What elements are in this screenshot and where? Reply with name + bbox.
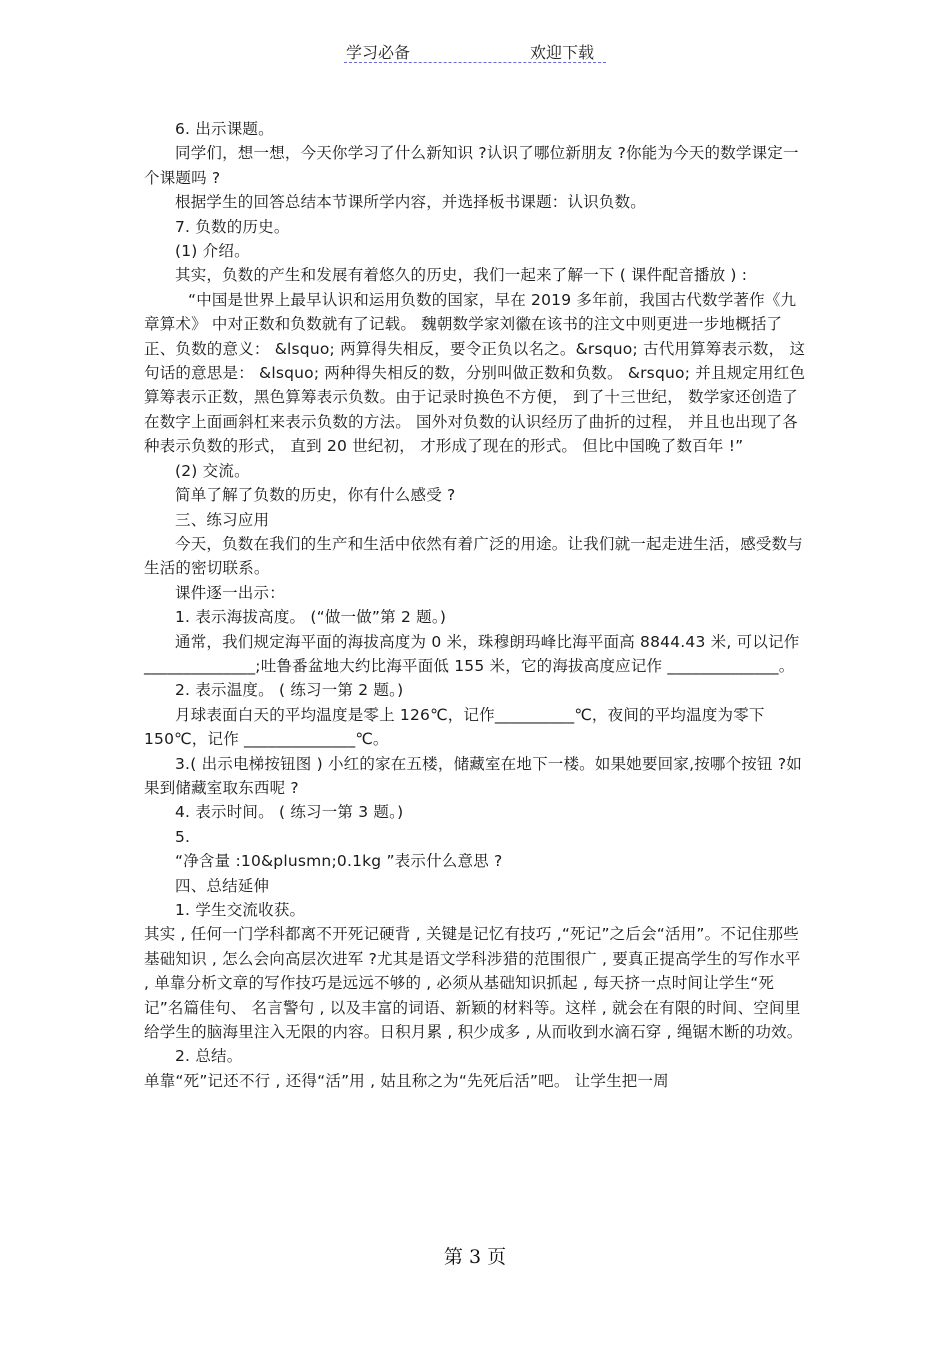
- paragraph: 根据学生的回答总结本节课所学内容，并选择板书课题：认识负数。: [175, 193, 647, 212]
- paragraph: 简单了解了负数的历史，你有什么感受 ?: [175, 486, 456, 505]
- paragraph: 今天，负数在我们的生产和生活中依然有着广泛的用途。让我们就一起走进生活，感受数与生活的密切联系。: [144, 534, 804, 578]
- paragraph: 同学们，想一想，今天你学习了什么新知识 ?认识了哪位新朋友 ?你能为今天的数学课定一个课题吗 ?: [144, 144, 799, 187]
- paragraph: (1) 介绍。: [175, 242, 250, 261]
- paragraph: 5.: [175, 827, 191, 846]
- paragraph: 通常，我们规定海平面的海拔高度为 0 米，珠穆朗玛峰比海平面高 8844.43 米, 可以记作 ______________;吐鲁番盆地大约比海平面低 155 米，它的海拔高度应记作 ______________。: [144, 632, 800, 675]
- paragraph: 其实 , 任何一门学科都离不开死记硬背 , 关键是记忆有技巧 ,“死记”之后会“活用”。不记住那些基础知识 , 怎么会向高层次进军 ?尤其是语文学科涉猎的范围很广 , 要真正提高学生的写作水平 , 单靠分析文章的写作技巧是远远不够的 , 必须从基础知识抓起 , 每天挤一点时间让学生“死记”名篇佳句、 名言警句 , 以及丰富的词语、新颖的材料等。这样 , 就会在有限的时间、空间里给学生的脑海里注入无限的内容。日积月累 , 积少成多 , 从而收到水滴石穿 , 绳锯木断的功效。: [144, 925, 803, 1042]
- paragraph: “净含量 :10&plusmn;0.1kg ”表示什么意思 ?: [175, 852, 503, 871]
- paragraph: 6. 出示课题。: [175, 120, 274, 138]
- header-right-text: 欢迎下载: [530, 43, 595, 62]
- paragraph: 1. 表示海拔高度。 (“做一做”第 2 题。): [175, 608, 447, 627]
- section-heading: 三、练习应用: [175, 510, 270, 529]
- section-heading: 四、总结延伸: [175, 876, 270, 895]
- header-left-text: 学习必备: [346, 43, 411, 62]
- document-body: [144, 117, 808, 1093]
- header-divider: [344, 62, 606, 63]
- paragraph: 2. 表示温度。 ( 练习一第 2 题。): [175, 681, 404, 700]
- quote-paragraph: “中国是世界上最早认识和运用负数的国家，早在 2019 多年前，我国古代数学著作《九章算术》 中对正数和负数就有了记载。 魏朝数学家刘徽在该书的注文中则更进一步地概括了正、负数的意义： &lsquo; 两算得失相反，要令正负以名之。&rsquo; 古代用算筹表示数， 这句话的意思是： &lsquo; 两种得失相反的数，分别叫做正数和负数。 &rsquo; 并且规定用红色算筹表示正数，黑色算筹表示负数。由于记录时换色不方便， 到了十三世纪， 数学家还创造了在数字上面画斜杠来表示负数的方法。 国外对负数的认识经历了曲折的过程， 并且也出现了各种表示负数的形式， 直到 20 世纪初， 才形成了现在的形式。 但比中国晚了数百年 !”: [144, 290, 806, 456]
- paragraph: 其实，负数的产生和发展有着悠久的历史，我们一起来了解一下 ( 课件配音播放 ) :: [175, 266, 748, 285]
- paragraph: 1. 学生交流收获。: [175, 901, 306, 919]
- paragraph: 课件逐一出示：: [175, 583, 285, 602]
- paragraph: 单靠“死”记还不行 , 还得“活”用 , 姑且称之为“先死后活”吧。 让学生把一周: [144, 1071, 669, 1090]
- paragraph: 月球表面白天的平均温度是零上 126℃，记作__________℃，夜间的平均温度为零下 150℃，记作 ______________℃。: [144, 705, 765, 749]
- page-number: 第 3 页: [443, 1246, 507, 1268]
- paragraph: 3.( 出示电梯按钮图 ) 小红的家在五楼，储藏室在地下一楼。如果她要回家,按哪个按钮 ?如果到储藏室取东西呢 ?: [144, 754, 802, 797]
- paragraph: 4. 表示时间。 ( 练习一第 3 题。): [175, 803, 404, 822]
- paragraph: (2) 交流。: [175, 461, 250, 480]
- paragraph: 7. 负数的历史。: [175, 217, 290, 236]
- paragraph: 2. 总结。: [175, 1047, 243, 1066]
